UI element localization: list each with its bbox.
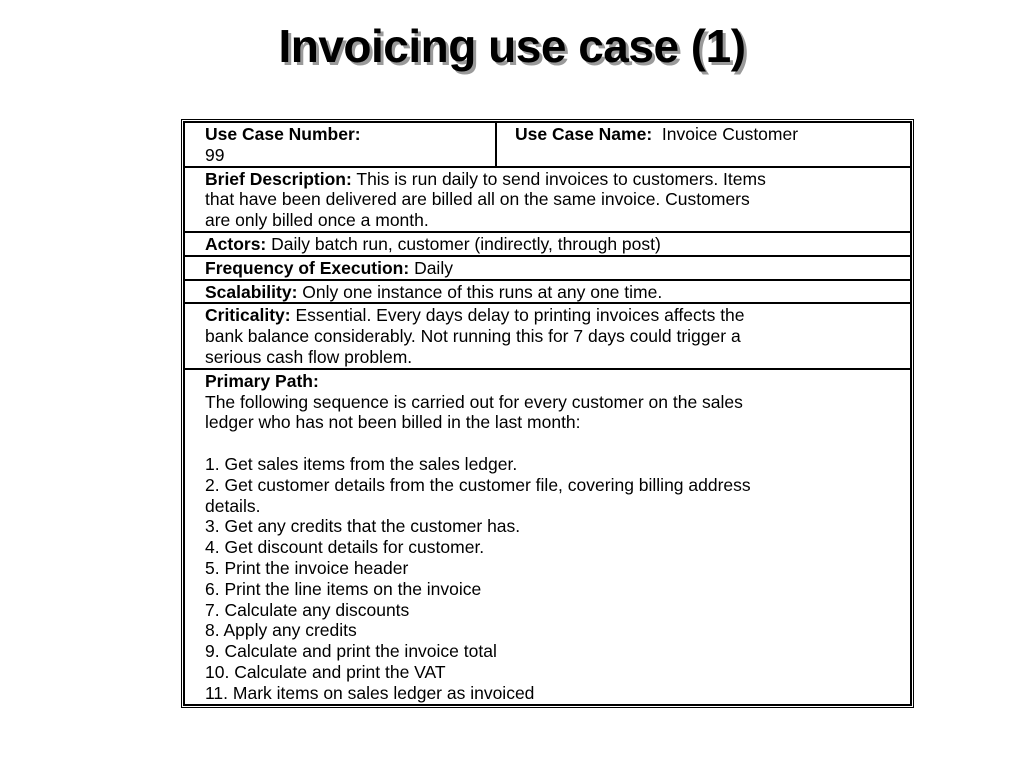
brief-description-row [184,167,911,232]
step-item: 11. Mark items on sales ledger as invoiced [205,682,535,703]
criticality-label: Criticality: [205,305,291,326]
step-item: 7. Calculate any discounts [205,599,410,620]
spacer [205,433,904,454]
brief-description-line: are only billed once a month. [205,210,429,231]
step-item: 4. Get discount details for customer. [205,537,485,558]
actors-value: Daily batch run, customer (indirectly, through post) [266,233,661,254]
use-case-number-cell [184,122,496,167]
frequency-cell [184,256,911,280]
criticality-line: Essential. Every days delay to printing invoices affects the [290,305,745,326]
primary-path-intro-line: ledger who has not been billed in the last month: [205,412,581,433]
frequency-value: Daily [409,257,453,278]
step-item: 10. Calculate and print the VAT [205,661,446,682]
criticality-cell [184,303,911,368]
scalability-value: Only one instance of this runs at any one time. [297,281,663,302]
brief-description-label: Brief Description: [205,168,352,189]
use-case-number-value: 99 [205,144,225,165]
step-item: 6. Print the line items on the invoice [205,578,482,599]
brief-description-line: that have been delivered are billed all on the same invoice. Customers [205,189,750,210]
actors-cell [184,232,911,256]
frequency-label: Frequency of Execution: [205,257,410,278]
primary-path-intro-line: The following sequence is carried out for every customer on the sales [205,391,743,412]
brief-description-line: This is run daily to send invoices to customers. Items [351,168,766,189]
step-item: 2. Get customer details from the customer file, covering billing address [205,474,751,495]
scalability-cell [184,280,911,304]
primary-path-row [184,369,911,705]
frequency-row [184,256,911,280]
primary-path-cell [184,369,911,705]
use-case-header-row [184,122,911,167]
scalability-row [184,280,911,304]
criticality-line: bank balance considerably. Not running this for 7 days could trigger a [205,326,741,347]
step-item: 1. Get sales items from the sales ledger. [205,453,518,474]
use-case-number-label: Use Case Number: [205,124,361,144]
step-item: 8. Apply any credits [205,620,357,641]
primary-path-label: Primary Path: [205,370,319,391]
criticality-line: serious cash flow problem. [205,346,413,367]
use-case-name-value: Invoice Customer [661,124,799,144]
step-item: 5. Print the invoice header [205,557,409,578]
actors-label: Actors: [205,233,267,254]
slide-title: Invoicing use case (1) [278,20,746,72]
brief-description-cell [184,167,911,232]
step-item: 3. Get any credits that the customer has. [205,516,521,537]
use-case-name-label: Use Case Name: [515,124,653,144]
scalability-label: Scalability: [205,281,298,302]
step-item: details. [205,495,261,516]
use-case-name-cell [496,122,911,167]
criticality-row [184,303,911,368]
step-item: 9. Calculate and print the invoice total [205,641,497,662]
use-case-table [181,119,914,708]
actors-row [184,232,911,256]
